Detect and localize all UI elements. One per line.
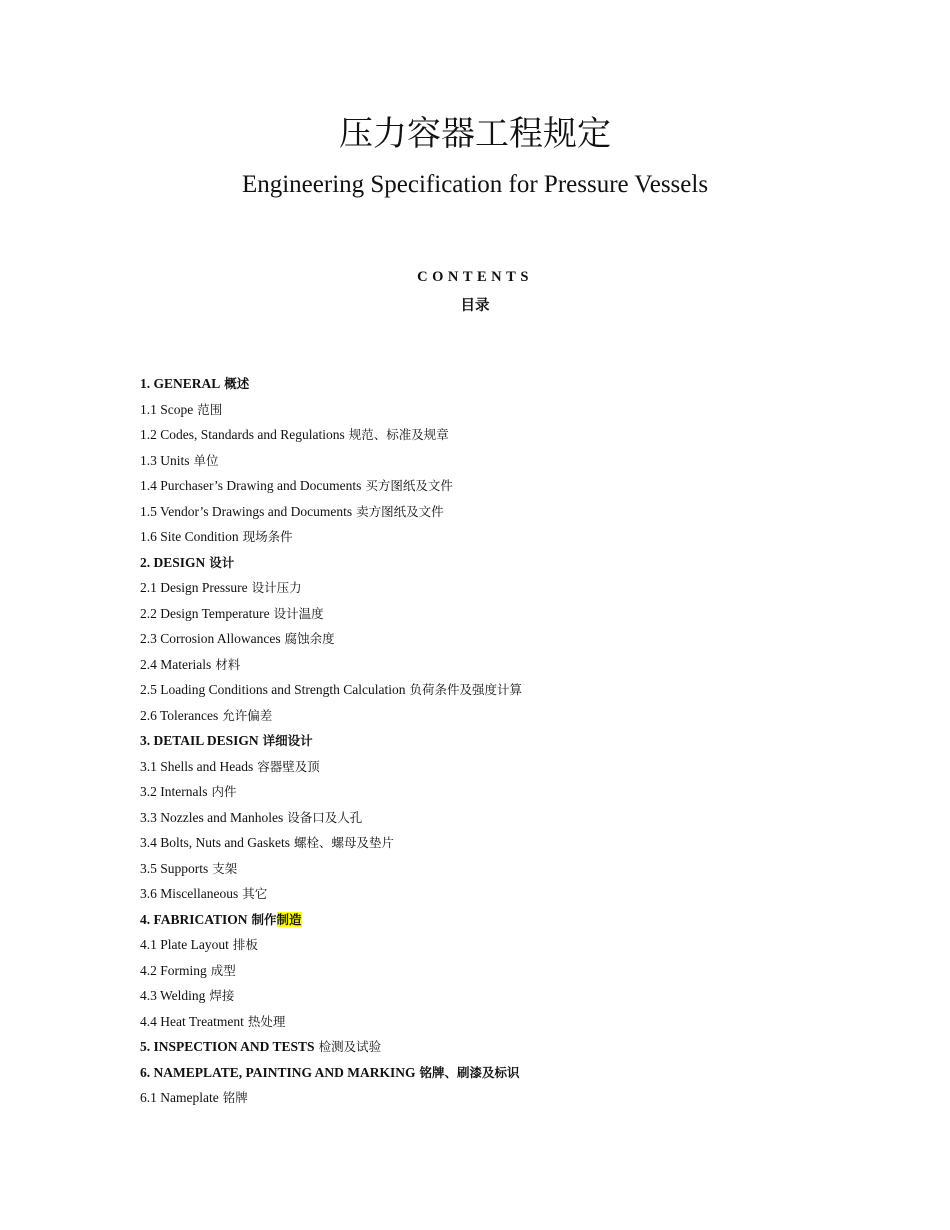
toc-entry-title-chinese: 负荷条件及强度计算 (409, 682, 522, 697)
toc-entry-title-chinese: 内件 (211, 784, 237, 799)
toc-entry-title: 3. DETAIL DESIGN (140, 733, 259, 748)
toc-entry-title: 3.3 Nozzles and Manholes (140, 809, 284, 825)
toc-entry[interactable] (140, 628, 840, 654)
toc-entry-title-chinese: 概述 (224, 376, 250, 391)
toc-entry-title-chinese: 设计 (209, 554, 235, 570)
toc-entry-title: 2.5 Loading Conditions and Strength Calculation (140, 682, 406, 697)
toc-entry-title-chinese: 范围 (197, 401, 223, 417)
toc-entry-title-chinese: 设计温度 (273, 605, 324, 621)
toc-entry[interactable] (140, 985, 840, 1011)
toc-section-heading[interactable] (140, 730, 840, 756)
toc-entry-title-chinese: 允许偏差 (222, 707, 273, 723)
toc-entry-title: 4.2 Forming (140, 962, 207, 978)
toc-entry[interactable] (140, 450, 840, 476)
toc-entry[interactable] (140, 960, 840, 986)
toc-entry[interactable] (140, 501, 840, 527)
toc-section-heading[interactable] (140, 552, 840, 578)
toc-entry-title: 1.1 Scope (140, 401, 194, 417)
document-title-chinese: 压力容器工程规定 (339, 114, 611, 154)
toc-entry-title: 1.6 Site Condition (140, 529, 239, 544)
toc-entry-title: 6.1 Nameplate (140, 1090, 219, 1105)
toc-entry[interactable] (140, 832, 840, 858)
toc-entry-title-chinese: 铭牌、刷漆及标识 (419, 1064, 520, 1080)
toc-entry-title-chinese: 其它 (242, 886, 268, 901)
toc-section-heading[interactable] (140, 373, 840, 399)
toc-entry-title-chinese: 买方图纸及文件 (365, 478, 453, 493)
toc-entry-title: 2.1 Design Pressure (140, 580, 248, 595)
toc-entry-title: 2.6 Tolerances (140, 707, 219, 723)
toc-entry[interactable] (140, 654, 840, 680)
toc-entry-title-chinese: 焊接 (209, 988, 235, 1003)
toc-entry[interactable] (140, 934, 840, 960)
toc-entry-title: 4.3 Welding (140, 988, 206, 1003)
toc-entry-title-chinese: 详细设计 (262, 733, 313, 748)
toc-entry[interactable] (140, 679, 840, 705)
table-of-contents (140, 373, 840, 1113)
toc-entry[interactable] (140, 424, 840, 450)
toc-entry-title: 3.5 Supports (140, 860, 209, 876)
toc-entry-title: 4.4 Heat Treatment (140, 1013, 244, 1029)
toc-entry-title-chinese: 材料 (215, 656, 241, 672)
toc-entry-title: 2.2 Design Temperature (140, 605, 270, 621)
toc-entry-title-chinese: 单位 (193, 452, 219, 468)
toc-entry[interactable] (140, 858, 840, 884)
toc-section-heading[interactable] (140, 1062, 840, 1088)
toc-entry-title: 6. NAMEPLATE, PAINTING AND MARKING (140, 1064, 416, 1080)
toc-section-heading[interactable] (140, 909, 840, 935)
toc-entry-title-chinese: 卖方图纸及文件 (356, 503, 444, 519)
toc-entry[interactable] (140, 883, 840, 909)
toc-entry-title-chinese: 检测及试验 (318, 1039, 382, 1054)
toc-entry-title: 3.1 Shells and Heads (140, 758, 254, 774)
toc-entry-title: 2.4 Materials (140, 656, 212, 672)
toc-entry-title-chinese: 排板 (232, 937, 258, 952)
toc-entry[interactable] (140, 1087, 840, 1113)
document-title-english: Engineering Specification for Pressure Vessels (241, 171, 709, 198)
toc-entry[interactable] (140, 399, 840, 425)
toc-entry-title: 3.4 Bolts, Nuts and Gaskets (140, 835, 290, 850)
toc-entry-title-chinese: 腐蚀余度 (284, 631, 335, 646)
toc-entry-title-chinese: 支架 (212, 860, 238, 876)
toc-entry-title-chinese: 热处理 (247, 1013, 286, 1029)
toc-entry[interactable] (140, 526, 840, 552)
toc-entry-title: 1.2 Codes, Standards and Regulations (140, 427, 345, 442)
toc-entry[interactable] (140, 756, 840, 782)
highlighted-text: 制造 (276, 911, 302, 927)
toc-entry-title: 4. FABRICATION (140, 911, 248, 927)
toc-entry-title-chinese: 铭牌 (222, 1090, 248, 1105)
toc-entry-title: 3.2 Internals (140, 784, 208, 799)
toc-entry-title: 1.3 Units (140, 452, 190, 468)
toc-entry-title: 2.3 Corrosion Allowances (140, 631, 281, 646)
toc-entry-title-chinese: 规范、标准及规章 (348, 427, 449, 442)
toc-entry-title: 1.5 Vendor’s Drawings and Documents (140, 503, 353, 519)
contents-heading: CONTENTS (417, 269, 533, 285)
toc-entry-title-chinese: 容器壁及顶 (257, 758, 320, 774)
contents-heading-chinese: 目录 (460, 298, 490, 314)
toc-section-heading[interactable] (140, 1036, 840, 1062)
toc-entry[interactable] (140, 475, 840, 501)
toc-entry[interactable] (140, 603, 840, 629)
toc-entry-title: 1.4 Purchaser’s Drawing and Documents (140, 478, 362, 493)
toc-entry[interactable] (140, 705, 840, 731)
toc-entry-title-chinese: 成型 (210, 962, 236, 978)
toc-entry[interactable] (140, 577, 840, 603)
toc-entry[interactable] (140, 807, 840, 833)
toc-entry-title: 4.1 Plate Layout (140, 937, 229, 952)
toc-entry-title-chinese: 制作 (251, 911, 277, 927)
toc-entry-title: 1. GENERAL (140, 376, 221, 391)
toc-entry[interactable] (140, 1011, 840, 1037)
toc-entry-title-chinese: 现场条件 (242, 529, 293, 544)
toc-entry-title: 5. INSPECTION AND TESTS (140, 1039, 315, 1054)
toc-entry-title-chinese: 设计压力 (251, 580, 302, 595)
toc-entry-title: 3.6 Miscellaneous (140, 886, 239, 901)
toc-entry[interactable] (140, 781, 840, 807)
toc-entry-title-chinese: 设备口及人孔 (287, 809, 363, 825)
toc-entry-title: 2. DESIGN (140, 554, 206, 570)
toc-entry-title-chinese: 螺栓、螺母及垫片 (294, 835, 395, 850)
